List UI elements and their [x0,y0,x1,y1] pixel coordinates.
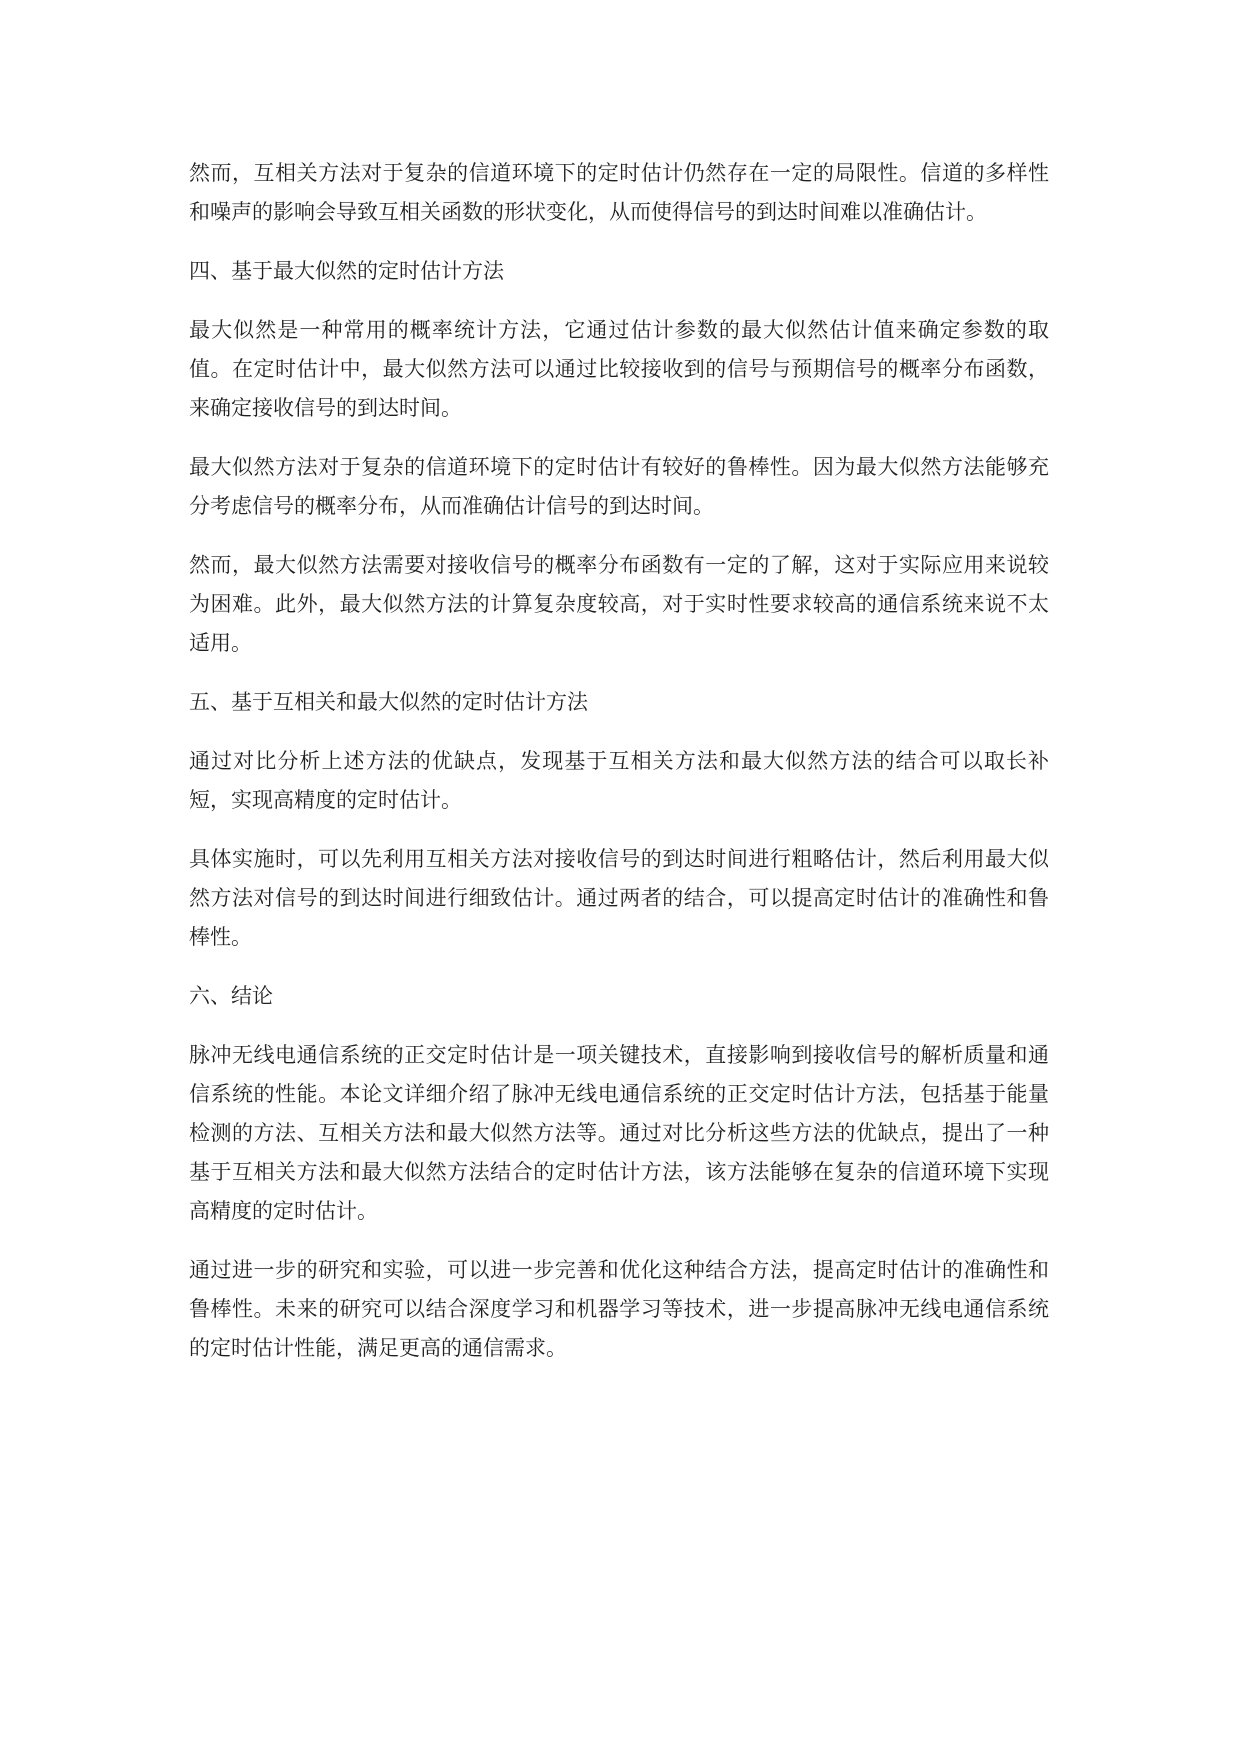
section-heading-6: 六、结论 [189,984,273,1008]
paragraph-ml-robustness: 最大似然方法对于复杂的信道环境下的定时估计有较好的鲁棒性。因为最大似然方法能够充分考虑信号的概率分布，从而准确估计信号的到达时间。 [189,455,1049,518]
paragraph-conclusion: 脉冲无线电通信系统的正交定时估计是一项关键技术，直接影响到接收信号的解析质量和通信系统的性能。本论文详细介绍了脉冲无线电通信系统的正交定时估计方法，包括基于能量检测的方法、互相关方法和最大似然方法等。通过对比分析这些方法的优缺点，提出了一种基于互相关方法和最大似然方法结合的定时估计方法，该方法能够在复杂的信道环境下实现高精度的定时估计。 [189,1043,1049,1223]
section-heading-4: 四、基于最大似然的定时估计方法 [189,259,504,283]
paragraph-ml-definition: 最大似然是一种常用的概率统计方法，它通过估计参数的最大似然估计值来确定参数的取值。在定时估计中，最大似然方法可以通过比较接收到的信号与预期信号的概率分布函数，来确定接收信号的到达时间。 [189,318,1049,420]
paragraph-combined-overview: 通过对比分析上述方法的优缺点，发现基于互相关方法和最大似然方法的结合可以取长补短，实现高精度的定时估计。 [189,749,1049,812]
document-body [189,154,1049,1388]
paragraph-combined-implementation: 具体实施时，可以先利用互相关方法对接收信号的到达时间进行粗略估计，然后利用最大似然方法对信号的到达时间进行细致估计。通过两者的结合，可以提高定时估计的准确性和鲁棒性。 [189,847,1049,949]
section-heading-5: 五、基于互相关和最大似然的定时估计方法 [189,690,588,714]
paragraph-ml-limitations: 然而，最大似然方法需要对接收信号的概率分布函数有一定的了解，这对于实际应用来说较为困难。此外，最大似然方法的计算复杂度较高，对于实时性要求较高的通信系统来说不太适用。 [189,553,1049,655]
paragraph-cross-correlation-limitations: 然而，互相关方法对于复杂的信道环境下的定时估计仍然存在一定的局限性。信道的多样性和噪声的影响会导致互相关函数的形状变化，从而使得信号的到达时间难以准确估计。 [189,161,1049,224]
paragraph-future-work: 通过进一步的研究和实验，可以进一步完善和优化这种结合方法，提高定时估计的准确性和鲁棒性。未来的研究可以结合深度学习和机器学习等技术，进一步提高脉冲无线电通信系统的定时估计性能，满足更高的通信需求。 [189,1258,1049,1360]
